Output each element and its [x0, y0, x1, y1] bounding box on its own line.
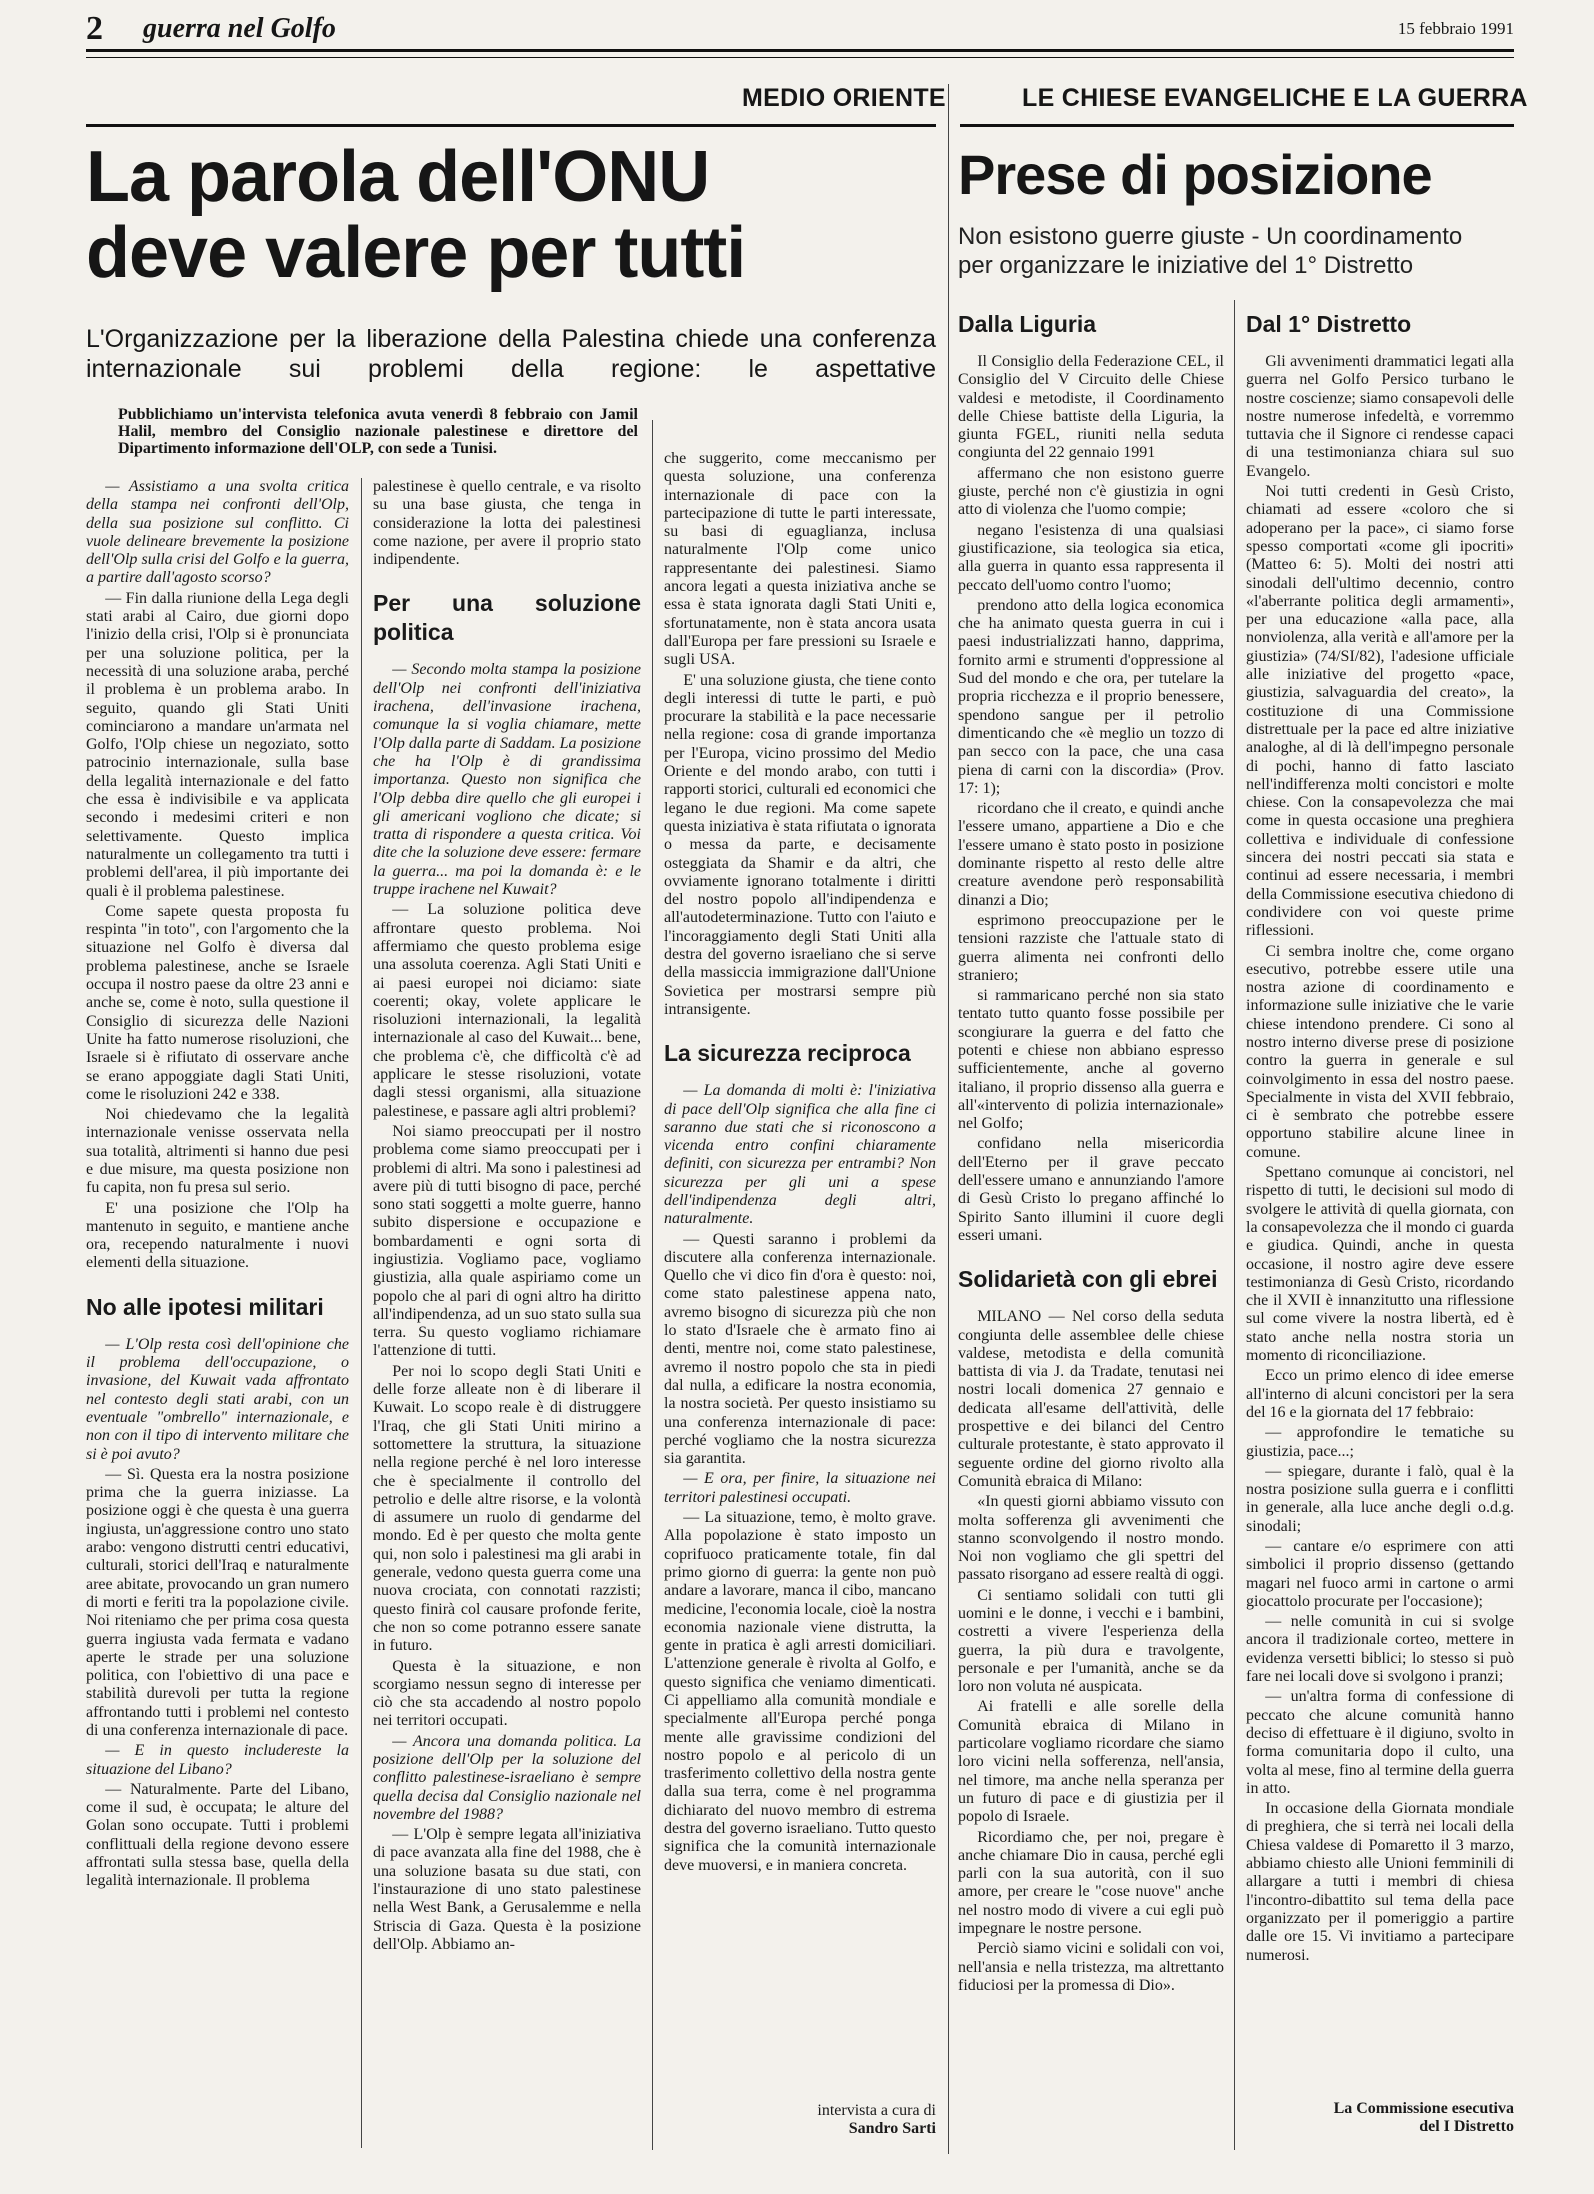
right-subtitle — [958, 222, 1518, 280]
paragraph: «In questi giorni abbiamo vissuto con molta sofferenza gli avvenimenti che stanno sconvolgendo il nostro mondo. Noi non vogliamo che gli spettri del passato risorgano ad essere realtà di oggi. — [958, 1493, 1224, 1584]
paragraph: Ricordiamo che, per noi, pregare è anche chiamare Dio in causa, perché egli parli con la sua autorità, con il suo amore, per creare le "cose nuove" anche nel nostro modo di vivere a cui egli può impegnare le nostre persone. — [958, 1828, 1224, 1938]
paragraph: Ai fratelli e alle sorelle della Comunità ebraica di Milano in particolare vogliamo ricordare che siamo loro vicini nella sofferenza, nell'ansia, nel timore, ma anche nella speranza per un futuro di pace e di giustizia per il popolo di Israele. — [958, 1698, 1224, 1826]
paragraph: — Fin dalla riunione della Lega degli stati arabi al Cairo, due giorni dopo l'inizio della crisi, l'Olp si è pronunciata per una soluzione politica, per la necessità di una soluzione araba, perché il problema è un problema arabo. In seguito, quando gli Stati Uniti cominciarono a mandare un'armata nel Golfo, l'Olp chiese un negoziato, sotto patrocinio internazionale, sulla base della legalità internazionale e del fatto che essa è indivisibile e va applicata secondo i medesimi criteri e non selettivamente. Questo implica naturalmente un collegamento tra tutti i problemi dell'area, il più importante dei quali è il problema palestinese. — [86, 589, 349, 900]
right-subtitle-line2: per organizzare le iniziative del 1° Distretto — [958, 252, 1414, 279]
paragraph: — nelle comunità in cui si svolge ancora il tradizionale corteo, mettere in evidenza versetti biblici; lo stesso si può fare nei locali dove si svolgono i pranzi; — [1246, 1613, 1514, 1686]
left-headline-line2: deve valere per tutti — [86, 212, 746, 293]
paragraph: Ci sembra inoltre che, come organo esecutivo, potrebbe essere utile una nostra azione di coordinamento e informazione sulle iniziative che le varie chiese intendono prendere. Ci sono al nostro interno diverse prese di posizione contro la guerra in generale e sul coinvolgimento in essa del nostro paese. Specialmente in vista del XVII febbraio, ci è sembrato che potrebbe essere opportuno stabilire alcune linee in comune. — [1246, 942, 1514, 1161]
paragraph: esprimono preoccupazione per le tensioni razziste che l'attuale stato di guerra alimenta nei confronti dello straniero; — [958, 911, 1224, 984]
paragraph: — spiegare, durante i falò, qual è la nostra posizione sulla guerra e i conflitti in generale, alla luce anche degli o.d.g. sinodali; — [1246, 1462, 1514, 1535]
subheading: No alle ipotesi militari — [86, 1293, 324, 1320]
article-divider — [948, 84, 949, 2154]
paragraph: — Naturalmente. Parte del Libano, come il sud, è occupata; le alture del Golan sono occupate. Tutti i problemi conflittuali della regione devono essere affrontati sulla stessa base, quella della legalità internazionale. Il problema — [86, 1780, 349, 1890]
question-paragraph: — La domanda di molti è: l'iniziativa di pace dell'Olp significa che alla fine ci saranno due stati che si riconoscono a vicenda entro confini chiaramente definiti, con sicurezza per entrambi? Non sicurezza per gli uni a spese dell'indipendenza degli altri, naturalmente. — [664, 1082, 936, 1228]
paragraph: Ecco un primo elenco di idee emerse all'interno di alcuni concistori per la sera del 16 e la giornata del 17 febbraio: — [1246, 1367, 1514, 1421]
left-intro: Pubblichiamo un'intervista telefonica avuta venerdì 8 febbraio con Jamil Halil, membro del Consiglio nazionale palestinese e direttore del Dipartimento informazione dell'OLP, con sede a Tunisi. — [118, 406, 638, 457]
paragraph: ricordano che il creato, e quindi anche l'essere umano, appartiene a Dio e che l'essere umano è stato posto in posizione dominante rispetto al resto delle altre creature avendone però responsabilità dinanzi a Dio; — [958, 800, 1224, 909]
right-headline: Prese di posizione — [958, 143, 1432, 206]
paragraph: Ci sentiamo solidali con tutti gli uomini e le donne, i vecchi e i bambini, costretti a vivere l'esperienza della guerra, la più dura e travolgente, personale e per l'umanità, anche se da loro non voluta né auspicata. — [958, 1586, 1224, 1696]
left-deck: L'Organizzazione per la liberazione della Palestina chiede una conferenza internazionale sui problemi della regione: le aspettative — [86, 325, 936, 383]
paragraph: E' una soluzione giusta, che tiene conto degli interessi di tutte le parti, e può procurare la stabilità e la pace necessarie nella regione: cosa di grande importanza per l'Europa, vicino prossimo del Medio Oriente e del mondo arabo, con tutti i rapporti storici, culturali ed economici che legano le due regioni. Ma come sapete questa iniziativa è stata rifiutata o ignorata o messa da parte, e decisamente osteggiata da Shamir e da altri, che ovviamente ignorano totalmente i diritti del nostro popolo all'indipendenza e all'autodeterminazione. Tutto con l'aiuto e l'incoraggiamento degli Stati Uniti alla destra del governo israeliano che si serve della massiccia immigrazione dall'Unione Sovietica per mostrarsi sempre più intransigente. — [664, 671, 936, 1018]
page-header — [86, 4, 1514, 52]
subheading: Dalla Liguria — [958, 311, 1097, 337]
page-number: 2 — [86, 10, 103, 47]
paragraph: confidano nella misericordia dell'Eterno per il grave peccato dell'essere umano e annunziando l'amore di Gesù Cristo lo pregano affinché lo Spirito Santo illumini il cuore degli esseri umani. — [958, 1135, 1224, 1244]
paragraph: — Sì. Questa era la nostra posizione prima che la guerra iniziasse. La posizione oggi è che questa è una guerra ingiusta, un'aggressione contro uno stato arabo: vengono distrutti centri educativi, culturali, storici dell'Iraq e naturalmente aree abitate, provocando un gran numero di morti e feriti tra la popolazione civile. Noi riteniamo che per prima cosa questa guerra ingiusta vada fermata e vadano aperte le strade per una soluzione politica, con l'obiettivo di una pace e stabilità durevoli per tutta la regione affrontando tutti i problemi nel contesto di una conferenza internazionale di pace. — [86, 1465, 349, 1739]
paragraph: — La soluzione politica deve affrontare questo problema. Noi affermiamo che questo problema esige una assoluta coerenza. Agli Stati Uniti e ai paesi europei noi diciamo: siate coerenti; okay, volete applicare le risoluzioni internazionali, la legalità internazionale al caso del Kuwait... bene, che problema c'è, che difficoltà c'è ad applicare le stesse risoluzioni, votate dagli stessi organismi, alla situazione palestinese, e passare agli altri problemi? — [373, 901, 641, 1120]
section-title: guerra nel Golfo — [143, 13, 336, 44]
paragraph: — approfondire le tematiche su giustizia, pace...; — [1246, 1424, 1514, 1460]
paragraph: — cantare e/o esprimere con atti simbolici il proprio dissenso (gettando magari nel fuoco armi in cartone o armi giocattolo procurate per l'occasione); — [1246, 1538, 1514, 1610]
signature-line2: del I Distretto — [1419, 2118, 1514, 2136]
paragraph: E' una posizione che l'Olp ha mantenuto in seguito, e mantiene anche ora, recependo naturalmente i nuovi elementi della situazione. — [86, 1199, 349, 1272]
paragraph: negano l'esistenza di una qualsiasi giustificazione, sia teologica sia etica, alla guerra in quanto essa rappresenta il peccato dell'uomo contro l'uomo; — [958, 521, 1224, 594]
question-paragraph: — E in questo includereste la situazione del Libano? — [86, 1742, 349, 1778]
paragraph: Questa è la situazione, e non scorgiamo nessun segno di interesse per ciò che sta accadendo al nostro popolo nei territori occupati. — [373, 1657, 641, 1730]
header-rule — [86, 57, 1514, 58]
right-kicker: LE CHIESE EVANGELICHE E LA GUERRA — [1022, 84, 1528, 112]
paragraph: prendono atto della logica economica che ha animato questa guerra in cui i paesi industrializzati hanno, dapprima, fornito armi e strumenti d'oppressione al Sud del mondo e che ora, per tutelare la propria ricchezza e il proprio benessere, spendono sangue per il petrolio dimenticando che «è meglio un tozzo di pan secco con la pace, che una casa piena di carni con la discordia» (Prov. 17: 1); — [958, 596, 1224, 797]
question-paragraph: — Secondo molta stampa la posizione dell'Olp nei confronti dell'iniziativa irachena, dell'invasione irachena, comunque la si voglia chiamare, mette l'Olp dalla parte di Saddam. La posizione che ha l'Olp è di grandissima importanza. Questo non significa che l'Olp debba dire quello che gli europei i gli americani vogliono che dicate; si tratta di rispondere a questa critica. Voi dite che la soluzione deve essere: fermare la guerra... ma poi la domanda è: e le truppe irachene nel Kuwait? — [373, 661, 641, 899]
paragraph: MILANO — Nel corso della seduta congiunta delle assemblee delle chiese valdese, metodista e della comunità battista di via J. da Tradate, tenutasi nei nostri locali domenica 27 gennaio e dedicata all'esame dell'attività, delle prospettive e dei bilanci del Centro culturale protestante, è stato approvato il seguente ordine del giorno rivolto alla Comunità ebraica di Milano: — [958, 1308, 1224, 1490]
right-column-2 — [1246, 290, 1514, 2065]
right-column-1 — [958, 290, 1224, 2150]
signature-line: intervista a cura di — [817, 2102, 936, 2119]
left-headline — [86, 137, 746, 293]
paragraph: Noi siamo preoccupati per il nostro problema come siamo preoccupati per i problemi di altri. Ma sono i palestinesi ad avere più di tutti bisogno di pace, perché sono stati soggetti a molte guerre, hanno subito dispersione e occupazione e bombardamenti e ogni sorta di ingiustizia. Vogliamo pace, vogliamo giustizia, alla quale aspiriamo come un popolo che al pari di ogni altro ha diritto all'indipendenza, ad un suo stato sulla sua terra. Su questo vogliamo richiamare l'attenzione di tutti. — [373, 1122, 641, 1360]
left-signature — [664, 2102, 936, 2139]
paragraph: Spettano comunque ai concistori, nel rispetto di tutti, le decisioni sul modo di svolgere le attività di quella giornata, con la consapevolezza che il mondo ci guarda e giudica. Quindi, anche in questa occasione, il nostro agire deve essere testimonianza di Gesù Cristo, ricordando che il XVII è innanzitutto una riflessione sul come vivere la nostra libertà, ed è stato anche nella nostra storia un momento di riconciliazione. — [1246, 1164, 1514, 1365]
right-subtitle-line1: Non esistono guerre giuste - Un coordinamento — [958, 223, 1463, 250]
signature-line1: La Commissione esecutiva — [1333, 2100, 1514, 2117]
paragraph: Il Consiglio della Federazione CEL, il Consiglio del V Circuito delle Chiese valdesi e metodiste, il Coordinamento delle Chiese battiste della Liguria, la giunta FGEL, riuniti nella seduta congiunta del 22 gennaio 1991 — [958, 353, 1224, 462]
paragraph: Noi tutti credenti in Gesù Cristo, chiamati ad essere «coloro che si adoperano per la pace», ci siamo forse spesso comportati «come gli ipocriti» (Matteo 6: 5). Molti dei nostri atti sinodali dell'ultimo decennio, contro «l'aberrante politica degli armamenti», per una educazione «alla pace, alla nonviolenza, alla verità e all'amore per la giustizia» (74/SI/82), l'adesione ufficiale alle iniziative del progetto «pace, giustizia, salvaguardia del creato», la costituzione di una Commissione distrettuale per la pace ed altre iniziative analoghe, al di là dell'impegno personale di pochi, hanno di fatto lasciato nell'indifferenza molti concistori e molte chiese. Con la consapevolezza che mai come in questa occasione una preghiera collettiva e individuale di confessione sincera dei nostri peccati sia stata e continui ad essere necessaria, i membri della Commissione esecutiva chiedono di condividere con voi queste prime riflessioni. — [1246, 483, 1514, 940]
left-column-1 — [86, 478, 349, 2158]
subheading: La sicurezza reciproca — [664, 1040, 911, 1067]
signature-name: Sandro Sarti — [848, 2120, 936, 2138]
paragraph: palestinese è quello centrale, e va risolto su una base giusta, che tenga in considerazione la lotta dei palestinesi come nazione, per avere il proprio stato indipendente. — [373, 478, 641, 569]
subheading: Per una soluzione politica — [373, 590, 641, 646]
paragraph: Gli avvenimenti drammatici legati alla guerra nel Golfo Persico turbano le nostre coscienze; siamo consapevoli delle nostre numerose infedeltà, e vorremmo tuttavia che il Signore ci rendesse capaci di una testimonianza chiara sul suo Evangelo. — [1246, 353, 1514, 480]
left-kicker-rule — [86, 124, 936, 127]
paragraph: — un'altra forma di confessione di peccato che alcune comunità hanno deciso di effettuare è il digiuno, svolto in forma comunitaria dopo il culto, una volta al mese, fino al termine della guerra in atto. — [1246, 1688, 1514, 1797]
question-paragraph: — Assistiamo a una svolta critica della stampa nei confronti dell'Olp, della sua posizione sul conflitto. Ci vuole delineare brevemente la posizione dell'Olp sulla crisi del Golfo e la guerra, a partire dall'agosto scorso? — [86, 478, 349, 587]
paragraph: Come sapete questa proposta fu respinta "in toto", con l'argomento che la situazione nel Golfo è diversa dal problema palestinese, anche se Israele occupa il nostro paese da oltre 23 anni e anche se, come è noto, sulla questione il Consiglio di sicurezza delle Nazioni Unite ha fatto numerose risoluzioni, che Israele si è rifiutato di osservare anche se erano appoggiate dagli Stati Uniti, come le risoluzioni 242 e 338. — [86, 902, 349, 1103]
column-divider — [1234, 300, 1235, 2150]
paragraph: si rammaricano perché non sia stato tentato tutto quanto fosse possibile per scongiurare la guerra e del fatto che potenti e chiese non abbiano espresso sufficientemente, anche al governo italiano, il proprio dissenso alla guerra e all'«intervento di polizia internazionale» nel Golfo; — [958, 987, 1224, 1133]
paragraph: Perciò siamo vicini e solidali con voi, nell'ansia e nella tristezza, ma altrettanto fiduciosi per la promessa di Dio». — [958, 1940, 1224, 1994]
column-divider — [652, 420, 653, 2150]
subheading: Dal 1° Distretto — [1246, 311, 1412, 337]
question-paragraph: — L'Olp resta così dell'opinione che il problema dell'occupazione, o invasione, del Kuwait vada affrontato nel contesto degli stati arabi, con un eventuale "ombrello" internazionale, e non con il tipo di intervento militare che si è poi avuto? — [86, 1335, 349, 1463]
paragraph: In occasione della Giornata mondiale di preghiera, che si terrà nei locali della Chiesa valdese di Pomaretto il 3 marzo, abbiamo chiesto alle Unioni femminili di allargare a tutti i membri di chiesa l'incontro-dibattito sul tema della pace organizzato per il pomeriggio a partire dalle ore 15. Vi invitiamo a partecipare numerosi. — [1246, 1800, 1514, 1964]
paragraph: — La situazione, temo, è molto grave. Alla popolazione è stato imposto un coprifuoco praticamente totale, fin dal primo giorno di guerra: la gente non può andare a lavorare, manca il cibo, mancano medicine, l'economia locale, cioè la nostra economia nazionale viene distrutta, la gente in pratica è agli arresti domiciliari. L'attenzione generale è rivolta al Golfo, e questo significa che veniamo dimenticati. Ci appelliamo alla comunità mondiale e specialmente all'Europa perché ponga mente alle gravissime condizioni del nostro popolo e al pericolo di un trasferimento collettivo della nostra gente dalla sua terra, come è nel programma dichiarato del nuovo membro di estrema destra del governo israeliano. Tutto questo significa che la comunità internazionale deve muoversi, e in maniera concreta. — [664, 1509, 936, 1874]
paragraph: Noi chiedevamo che la legalità internazionale venisse osservata nella sua totalità, altrimenti si hanno due pesi e due misure, ma questa posizione non fu capita, non fu presa sul serio. — [86, 1106, 349, 1197]
right-kicker-rule — [960, 124, 1514, 127]
left-kicker: MEDIO ORIENTE — [742, 84, 946, 112]
left-column-2 — [373, 478, 641, 2158]
question-paragraph: — E ora, per finire, la situazione nei territori palestinesi occupati. — [664, 1470, 936, 1506]
issue-date: 15 febbraio 1991 — [1397, 19, 1514, 38]
paragraph: — L'Olp è sempre legata all'iniziativa di pace avanzata alla fine del 1988, che è una soluzione basata su due stati, con l'instaurazione di uno stato palestinese nella West Bank, a Gerusalemme e nella Striscia di Gaza. Questa è la posizione dell'Olp. Abbiamo an- — [373, 1826, 641, 1953]
paragraph: — Questi saranno i problemi da discutere alla conferenza internazionale. Quello che vi dico fin d'ora è questo: noi, come stato palestinese appena nato, avremo bisogno di sicurezza più che non lo stato d'Israele che è armato fino ai denti, mentre noi, come stato palestinese, avremo il nostro popolo che sta in piedi dal nulla, a edificare la nostra economia, la nostra società. Per questo insistiamo su una conferenza internazionale di pace: perché vogliamo che la nostra sicurezza sia garantita. — [664, 1230, 936, 1468]
left-column-3 — [664, 450, 936, 2035]
paragraph: affermano che non esistono guerre giuste, perché non c'è giustizia in ogni atto di violenza che l'uomo compie; — [958, 464, 1224, 519]
paragraph: Per noi lo scopo degli Stati Uniti e delle forze alleate non è di liberare il Kuwait. Lo scopo reale è di distruggere l'Iraq, che gli Stati Uniti mirino a sottomettere la struttura, la situazione nella regione perché è nel loro interesse che è specialmente il controllo del petrolio e delle altre risorse, e la volontà di assumere un ruolo di gendarme del mondo. Ed è per questo che molta gente qui, non solo i palestinesi ma gli arabi in generale, vedono questa guerra come una nuova crociata, con connotati razzisti; questo finirà col causare profonde ferite, che non so come potranno essere sanate in futuro. — [373, 1362, 641, 1655]
paragraph: che suggerito, come meccanismo per questa soluzione, una conferenza internazionale di pace con la partecipazione di tutte le parti interessate, su basi di eguaglianza, inclusa naturalmente l'Olp come unico rappresentante dei palestinesi. Siamo ancora legati a questa iniziativa anche se essa è stata ignorata dagli Stati Uniti e, sfortunatamente, non è stata ancora usata dall'Europa per fare pressioni su Israele e sugli USA. — [664, 450, 936, 669]
left-headline-line1: La parola dell'ONU — [86, 137, 710, 217]
right-signature — [1246, 2100, 1514, 2137]
question-paragraph: — Ancora una domanda politica. La posizione dell'Olp per la soluzione del conflitto palestinese-israeliano è sempre quella decisa dal Consiglio nazionale nel novembre del 1988? — [373, 1732, 641, 1823]
column-divider — [361, 478, 362, 2148]
subheading: Solidarietà con gli ebrei — [958, 1266, 1218, 1293]
